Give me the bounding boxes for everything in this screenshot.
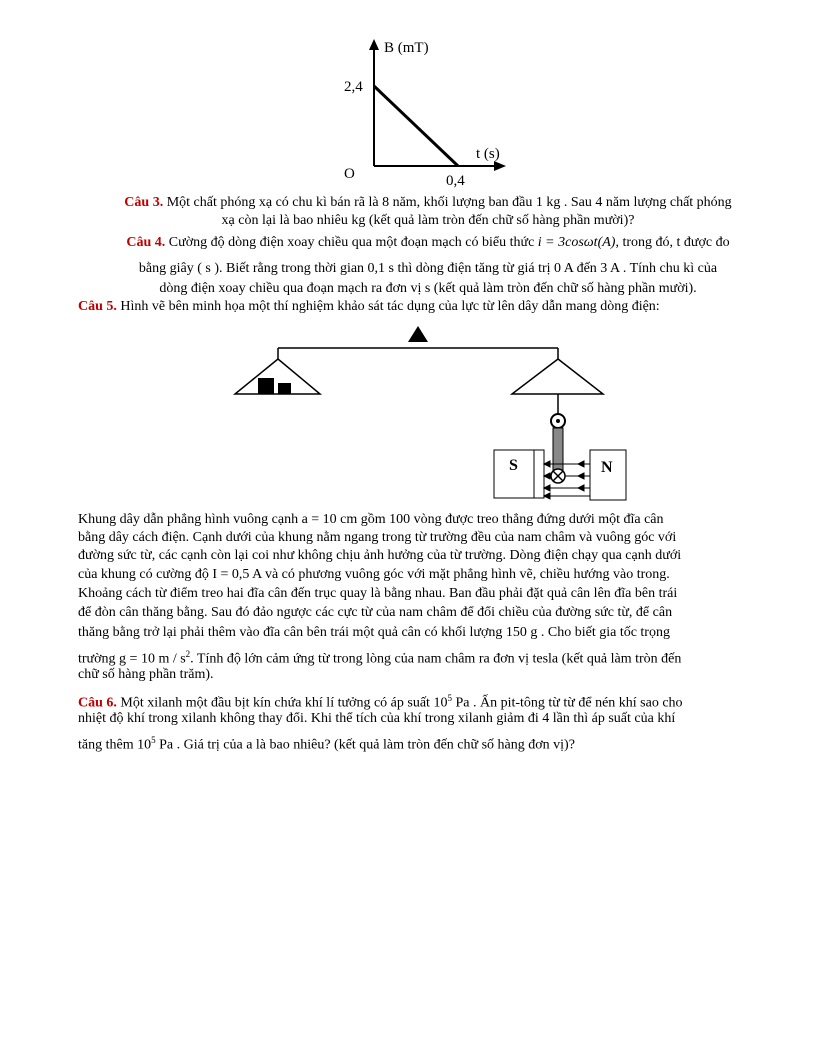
q6-label: Câu 6. bbox=[78, 695, 117, 711]
q6-line3 bbox=[78, 731, 575, 755]
right-pan bbox=[512, 359, 603, 394]
q3-text2: xạ còn lại là bao nhiêu kg (kết quả làm tròn đến chữ số hàng phần mười)? bbox=[221, 213, 635, 228]
q5-p8-sup: 2 bbox=[185, 649, 191, 659]
q4-text1a: Cường độ dòng điện xoay chiều qua một đoạn mạch có biểu thức bbox=[168, 235, 535, 250]
pivot bbox=[408, 326, 428, 342]
hook-dot bbox=[556, 419, 560, 423]
q5-p5: Khoảng cách từ điểm treo hai đĩa cân đến trục quay là bằng nhau. Ban đầu phải đặt quả cân lên đĩa bên trái bbox=[78, 586, 678, 601]
left-weight-small bbox=[278, 383, 291, 394]
x-value-label: 0,4 bbox=[446, 173, 465, 189]
y-axis-label: B (mT) bbox=[384, 40, 429, 56]
b-t-graph bbox=[330, 36, 520, 190]
q6-l3-sup: 5 bbox=[151, 735, 156, 745]
q4-text3: dòng điện xoay chiều qua đoạn mạch ra đơn vị s (kết quả làm tròn đến chữ số hàng phần mười). bbox=[159, 281, 697, 296]
q6-l3b: Pa . Giá trị của a là bao nhiêu? (kết quả làm tròn đến chữ số hàng đơn vị)? bbox=[155, 737, 575, 753]
q5-p7: thăng bằng trở lại phải thêm vào đĩa cân bên trái một quả cân có khối lượng 150 g . Cho biết gia tốc trọng bbox=[78, 625, 670, 640]
q5-p4: của khung có cường độ I = 0,5 A và có phương vuông góc với mặt phẳng hình vẽ, chiều hướng vào trong. bbox=[78, 567, 670, 582]
y-value-label: 2,4 bbox=[344, 79, 363, 95]
magnet-s-label: S bbox=[509, 457, 518, 474]
q4-line2 bbox=[60, 260, 796, 278]
q4-text1b: , trong đó, t được đo bbox=[615, 235, 730, 250]
magnet-s-extension bbox=[534, 450, 544, 498]
wire-frame bbox=[553, 428, 563, 472]
left-weight-large bbox=[258, 378, 274, 394]
magnet-n-label: N bbox=[601, 459, 613, 476]
x-axis-arrow bbox=[494, 161, 506, 171]
q4-label: Câu 4. bbox=[126, 235, 166, 250]
q3-line1 bbox=[60, 194, 796, 212]
graph-line bbox=[374, 86, 458, 166]
q5-intro-text: Hình vẽ bên minh họa một thí nghiệm khảo sát tác dụng của lực từ lên dây dẫn mang dòng điện: bbox=[120, 299, 660, 314]
q4-line1 bbox=[60, 234, 796, 252]
q5-p2: bằng dây cách điện. Cạnh dưới của khung nằm ngang trong từ trường đều của nam châm và vuông góc với bbox=[78, 530, 677, 545]
q5-p8b: . Tính độ lớn cảm ứng từ trong lòng của nam châm ra đơn vị tesla (kết quả làm tròn đến bbox=[190, 651, 682, 667]
q5-p8a: trường g = 10 m / s bbox=[78, 651, 186, 667]
field-lines bbox=[544, 461, 590, 499]
q3-line2 bbox=[60, 212, 796, 230]
y-axis-arrow bbox=[369, 39, 379, 50]
origin-label: O bbox=[344, 166, 355, 182]
q6-line2: nhiệt độ khí trong xilanh không thay đổi. Khi thể tích của khí trong xilanh giảm đi 4 lần thì áp suất của khí bbox=[78, 711, 676, 726]
q5-p3: đường sức từ, các cạnh còn lại coi như không chịu ảnh hưởng của từ trường. Dòng điện chạy qua cạnh dưới bbox=[78, 548, 682, 563]
q4-line3 bbox=[60, 280, 796, 298]
q3-text1: Một chất phóng xạ có chu kì bán rã là 8 năm, khối lượng ban đầu 1 kg . Sau 4 năm lượng chất phóng bbox=[166, 195, 732, 210]
q5-p6: để đòn cân thăng bằng. Sau đó đảo ngược các cực từ của nam châm để đổi chiều của đường sức từ, để cân bbox=[78, 605, 673, 620]
q6-l3a: tăng thêm 10 bbox=[78, 737, 152, 753]
q6-l1a: Một xilanh một đầu bịt kín chứa khí lí tưởng có áp suất 10 bbox=[120, 695, 448, 711]
q3-label: Câu 3. bbox=[124, 195, 164, 210]
q5-p1: Khung dây dẫn phẳng hình vuông cạnh a = 10 cm gồm 100 vòng được treo thẳng đứng dưới một đĩa cân bbox=[78, 512, 664, 527]
x-axis-label: t (s) bbox=[476, 146, 500, 162]
q6-l1-sup: 5 bbox=[447, 693, 452, 703]
balance-diagram bbox=[220, 312, 640, 510]
q5-label: Câu 5. bbox=[78, 299, 117, 314]
q4-text2: bằng giây ( s ). Biết rằng trong thời gian 0,1 s thì dòng điện tăng từ giá trị 0 A đến 3 A . Tính chu kì của bbox=[138, 261, 718, 276]
q6-l1b: Pa . Ấn pit-tông từ từ để nén khí sao cho bbox=[451, 695, 683, 711]
q5-p9: chữ số hàng phần trăm). bbox=[78, 667, 214, 682]
left-pan bbox=[235, 359, 320, 394]
q4-formula: i = 3cosωt(A) bbox=[537, 235, 616, 250]
